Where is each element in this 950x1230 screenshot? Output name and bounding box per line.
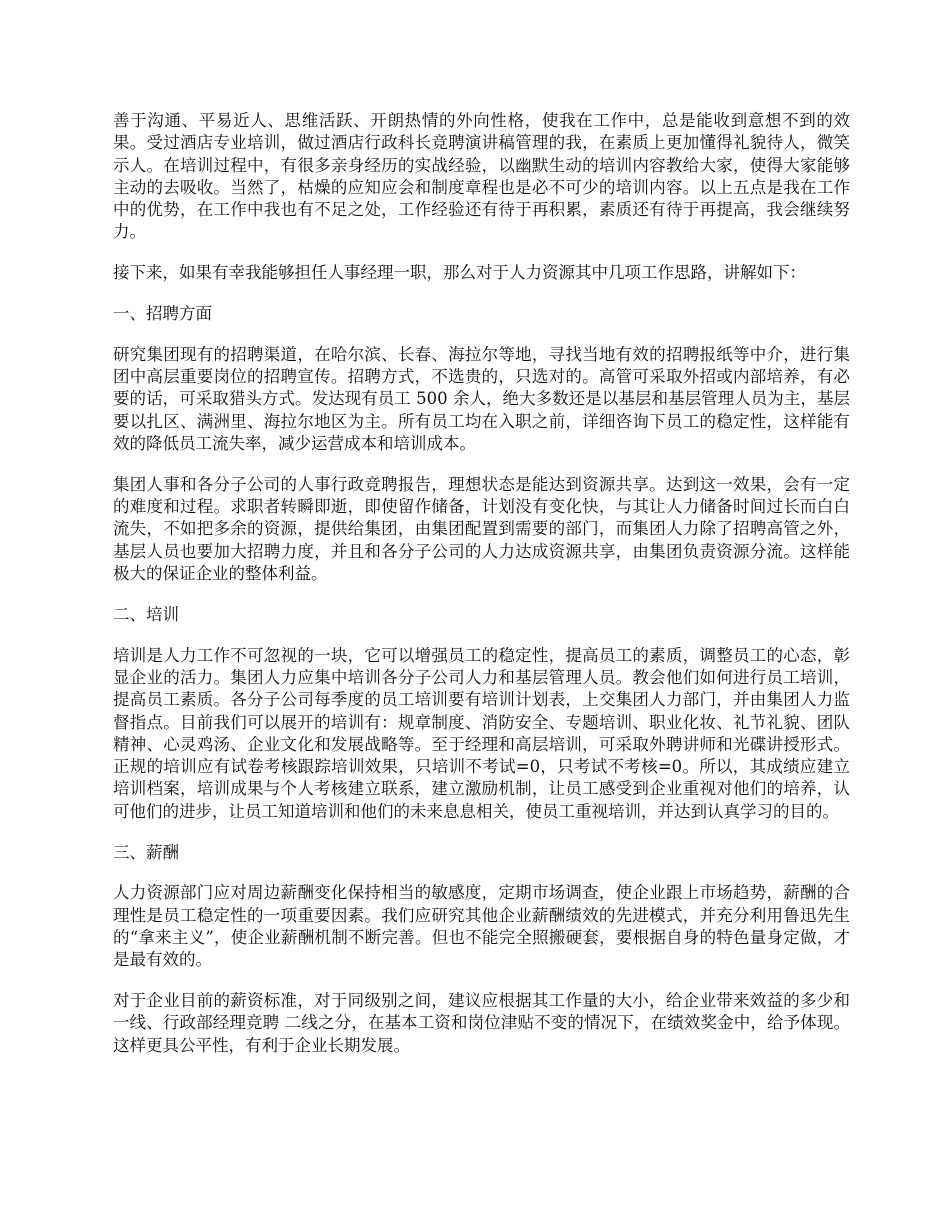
paragraph-compensation-standard: 对于企业目前的薪资标准，对于同级别之间，建议应根据其工作量的大小，给企业带来效益的多少和一线、行政部经理竞聘 二线之分，在基本工资和岗位津贴不变的情况下，在绩效奖金中，给予体现。这样更具公平性，有利于企业长期发展。 — [113, 991, 850, 1055]
document-body — [113, 110, 850, 1075]
section-heading-recruitment: 一、招聘方面 — [113, 304, 212, 324]
section-heading-compensation: 三、薪酬 — [113, 842, 179, 862]
paragraph-compensation-market: 人力资源部门应对周边薪酬变化保持相当的敏感度，定期市场调查，使企业跟上市场趋势，薪酬的合理性是员工稳定性的一项重要因素。我们应研究其他企业薪酬绩效的先进模式，并充分利用鲁迅先生的“拿来主义”，使企业薪酬机制不断完善。但也不能完全照搬硬套，要根据自身的特色量身定做，才是最有效的。 — [113, 883, 850, 970]
paragraph-strengths: 善于沟通、平易近人、思维活跃、开朗热情的外向性格，使我在工作中，总是能收到意想不到的效果。受过酒店专业培训，做过酒店行政科长竞聘演讲稿管理的我，在素质上更加懂得礼貌待人，微笑示人。在培训过程中，有很多亲身经历的实战经验，以幽默生动的培训内容教给大家，使得大家能够主动的去吸收。当然了，枯燥的应知应会和制度章程也是必不可少的培训内容。以上五点是我在工作中的优势，在工作中我也有不足之处，工作经验还有待于再积累，素质还有待于再提高，我会继续努力。 — [113, 111, 850, 242]
paragraph-resource-sharing: 集团人事和各分子公司的人事行政竞聘报告，理想状态是能达到资源共享。达到这一效果，会有一定的难度和过程。求职者转瞬即逝，即使留作储备，计划没有变化快，与其让人力储备时间过长而白白流失，不如把多余的资源，提供给集团，由集团配置到需要的部门，而集团人力除了招聘高管之外，基层人员也要加大招聘力度，并且和各分子公司的人力达成资源共享，由集团负责资源分流。这样能极大的保证企业的整体利益。 — [113, 474, 850, 584]
paragraph-intro: 接下来，如果有幸我能够担任人事经理一职，那么对于人力资源其中几项工作思路，讲解如下： — [113, 263, 806, 283]
paragraph-recruitment-channels: 研究集团现有的招聘渠道，在哈尔滨、长春、海拉尔等地，寻找当地有效的招聘报纸等中介，进行集团中高层重要岗位的招聘宣传。招聘方式，不选贵的，只选对的。高管可采取外招或内部培养，有必要的话，可采取猎头方式。发达现有员工 500 余人，绝大多数还是以基层和基层管理人员为主，基层要以扎区、满洲里、海拉尔地区为主。所有员工均在入职之前，详细咨询下员工的稳定性，这样能有效的降低员工流失率，减少运营成本和培训成本。 — [113, 344, 850, 454]
paragraph-training: 培训是人力工作不可忽视的一块，它可以增强员工的稳定性，提高员工的素质，调整员工的心态，彰显企业的活力。集团人力应集中培训各分子公司人力和基层管理人员。教会他们如何进行员工培训，提高员工素质。各分子公司每季度的员工培训要有培训计划表，上交集团人力部门，并由集团人力监督指点。目前我们可以展开的培训有：规章制度、消防安全、专题培训、职业化妆、礼节礼貌、团队精神、心灵鸡汤、企业文化和发展战略等。至于经理和高层培训，可采取外聘讲师和光碟讲授形式。正规的培训应有试卷考核跟踪培训效果，只培训不考试=0，只考试不考核=0。所以，其成绩应建立培训档案，培训成果与个人考核建立联系，建立激励机制，让员工感受到企业重视对他们的培养，认可他们的进步，让员工知道培训和他们的未来息息相关，使员工重视培训，并达到认真学习的目的。 — [113, 645, 850, 821]
section-heading-training: 二、培训 — [113, 604, 179, 624]
